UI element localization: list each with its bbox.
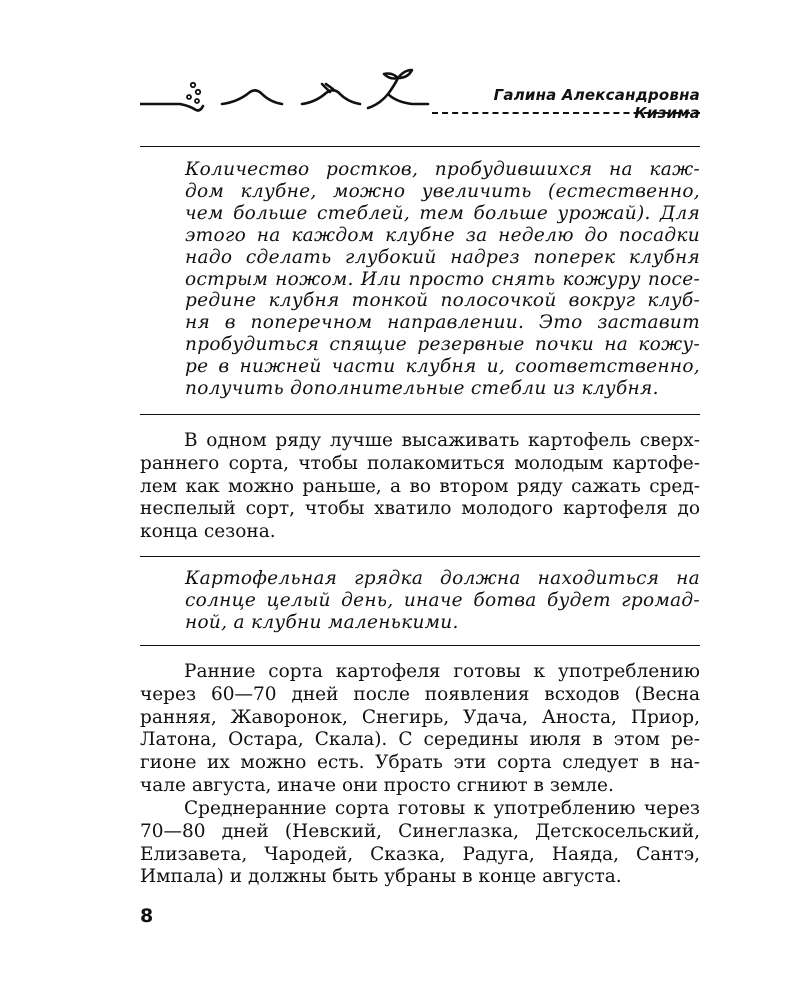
text-line: дом клубне, можно увеличить (естественно,: [185, 180, 700, 202]
note-bottom-rule: [140, 645, 700, 646]
text-line: Елизавета, Чародей, Сказка, Радуга, Наяда, Сантэ,: [140, 843, 700, 865]
text-line: конца сезона.: [140, 521, 276, 543]
text-line: редине клубня тонкой полосочкой вокруг клуб-: [185, 290, 700, 312]
paragraph-planting-rows: [140, 430, 700, 544]
text-line: острым ножом. Или просто снять кожуру посе-: [185, 268, 700, 290]
text-line: Количество ростков, пробудившихся на каж-: [185, 159, 700, 180]
text-line: ранняя, Жаворонок, Снегирь, Удача, Аноста, Приор,: [140, 706, 700, 728]
text-line: солнце целый день, иначе ботва будет громад-: [185, 589, 700, 611]
sprouting-seed-growth-icon: [140, 66, 430, 126]
note-bottom-rule: [140, 414, 700, 415]
text-line: ня в поперечном направлении. Это заставит: [185, 312, 700, 334]
text-line: 70—80 дней (Невский, Синеглазка, Детскосельский,: [140, 820, 700, 842]
text-line: чем больше стеблей, тем больше урожай). Для: [185, 202, 700, 224]
header-dashed-rule: [432, 112, 700, 114]
text-line: через 60—70 дней после появления всходов (Весна: [140, 683, 700, 705]
text-line: Среднеранние сорта готовы к употреблению через: [184, 798, 700, 819]
text-line: раннего сорта, чтобы полакомиться молодым картофе-: [140, 452, 700, 474]
text-line: ре в нижней части клубня и, соответственно,: [185, 356, 700, 378]
text-line: ной, а клубни маленькими.: [185, 611, 459, 633]
text-line: неспелый сорт, чтобы хватило молодого картофеля до: [140, 498, 700, 520]
text-line: надо сделать глубокий надрез поперек клубня: [185, 246, 700, 268]
text-line: лем как можно раньше, а во втором ряду сажать сред-: [140, 475, 700, 497]
paragraph-early-varieties: [140, 661, 700, 798]
text-line: Импала) и должны быть убраны в конце августа.: [140, 866, 622, 888]
page-header: [140, 66, 700, 126]
note-top-rule: [140, 556, 700, 557]
text-line: чале августа, иначе они просто сгниют в земле.: [140, 774, 614, 796]
running-header-author: Галина Александровна Кизима: [493, 86, 700, 122]
text-line: Латона, Остара, Скала). С середины июля в этом ре-: [140, 729, 700, 751]
text-line: В одном ряду лучше высаживать картофель сверх-: [184, 430, 700, 451]
paragraph-mid-early-varieties: [140, 798, 700, 889]
text-line: Ранние сорта картофеля готовы к употреблению: [184, 661, 700, 682]
text-line: пробудиться спящие резервные почки на кожу-: [185, 334, 700, 356]
text-line: этого на каждом клубне за неделю до посадки: [185, 224, 700, 246]
note-sunlight: [185, 568, 700, 634]
page-number: 8: [140, 905, 154, 927]
note-tuber-incision: [185, 159, 700, 400]
text-line: Картофельная грядка должна находиться на: [185, 568, 700, 589]
text-line: получить дополнительные стебли из клубня.: [185, 378, 659, 400]
text-line: гионе их можно есть. Убрать эти сорта следует в на-: [140, 752, 700, 774]
note-top-rule: [140, 146, 700, 147]
